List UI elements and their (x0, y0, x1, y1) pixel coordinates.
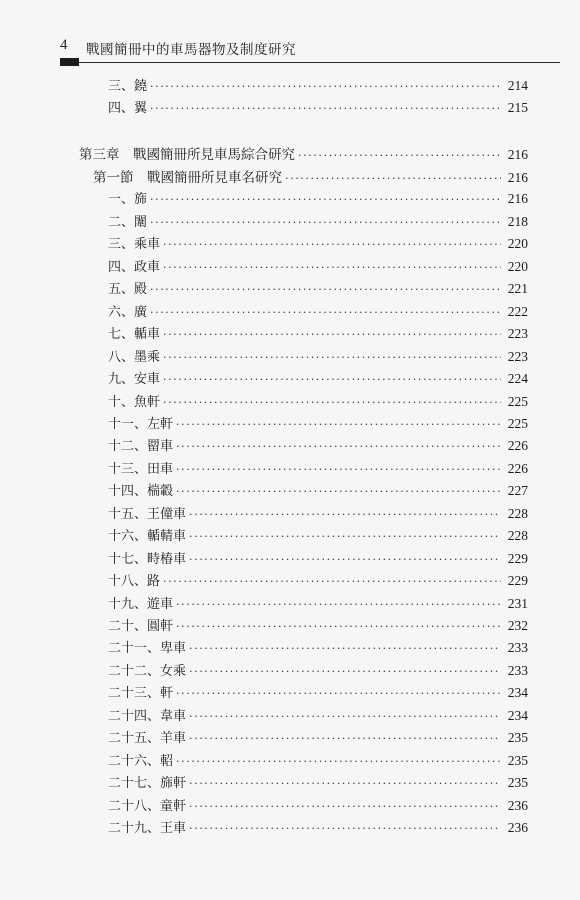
dot-leader (150, 306, 501, 319)
toc-entry (108, 705, 528, 727)
toc-entry (108, 301, 528, 323)
toc-entry (108, 750, 528, 772)
toc-entry (108, 346, 528, 368)
toc-entry (108, 817, 528, 839)
toc-entry-page: 229 (507, 550, 528, 566)
dot-leader (150, 283, 501, 296)
toc-entry (108, 727, 528, 749)
running-header (60, 36, 560, 58)
dot-leader (189, 665, 501, 678)
toc-entry-title: 十、魚軒 (108, 394, 161, 410)
toc-entry-title: 二、闈 (108, 214, 148, 230)
dot-leader (163, 575, 501, 588)
toc-entry (108, 323, 528, 345)
toc-entry-title: 十二、罶車 (108, 439, 174, 455)
toc-entry (108, 97, 528, 119)
dot-leader (150, 80, 501, 93)
dot-leader (163, 373, 501, 386)
toc-entry-page: 235 (507, 752, 528, 768)
toc-entry-page: 231 (507, 595, 528, 611)
toc-entry-title: 二十九、王車 (108, 821, 187, 837)
toc-entry (108, 233, 528, 255)
toc-entry-page: 226 (507, 438, 528, 454)
dot-leader (285, 172, 501, 185)
toc-entry-page: 236 (507, 820, 528, 836)
dot-leader (176, 687, 501, 700)
toc-entry-title: 八、墨乘 (108, 349, 161, 365)
toc-entry (108, 256, 528, 278)
toc-entry-page: 222 (507, 303, 528, 319)
header-rule-line (79, 62, 560, 63)
dot-leader (189, 530, 501, 543)
toc-entry-title: 二十、圓軒 (108, 619, 174, 634)
toc-entry-page: 228 (507, 505, 528, 521)
book-title: 戰國簡冊中的車馬器物及制度研究 (86, 42, 296, 58)
dot-leader (176, 418, 501, 431)
toc-entry-title: 十六、輴輤車 (108, 529, 187, 545)
toc-entry-title: 第三章 戰國簡冊所見車馬綜合研究 (79, 147, 295, 163)
toc-entry-title: 二十六、軺 (108, 753, 174, 769)
dot-leader (176, 620, 501, 633)
toc-entry-page: 224 (507, 371, 528, 387)
header-rule-block (60, 58, 79, 66)
dot-leader (189, 642, 501, 655)
toc-entry-page: 223 (507, 348, 528, 364)
toc-entry-title: 一、旆 (108, 192, 148, 208)
toc-entry-page: 221 (507, 281, 528, 297)
dot-leader (163, 261, 501, 274)
toc-entry (108, 75, 528, 97)
toc-entry-page: 214 (507, 78, 528, 93)
toc-entry-title: 十九、遊車 (108, 596, 174, 612)
toc-entry-title: 十七、畤椿車 (108, 551, 187, 567)
toc-entry (108, 615, 528, 637)
toc-entry-page: 216 (507, 147, 528, 162)
toc-entry-title: 七、輴車 (108, 327, 161, 343)
dot-leader (189, 508, 501, 521)
toc-entry-title: 二十五、羊車 (108, 731, 187, 747)
toc-entry-page: 236 (507, 797, 528, 813)
toc-entry-title: 三、乘車 (108, 237, 161, 253)
toc-entry (108, 278, 528, 300)
toc-entry (79, 143, 528, 165)
toc-entry-page: 233 (507, 640, 528, 656)
toc-entry-page: 216 (507, 170, 528, 185)
toc-entry-title: 第一節 戰國簡冊所見車名研究 (93, 170, 282, 186)
toc-entry-title: 六、廣 (108, 304, 148, 320)
toc-entry-page: 226 (507, 460, 528, 476)
dot-leader (189, 553, 501, 566)
dot-leader (189, 710, 501, 723)
toc-entry-page: 229 (507, 573, 528, 589)
dot-leader (176, 440, 501, 453)
dot-leader (176, 463, 501, 476)
toc-entry-title: 二十二、女乘 (108, 663, 187, 679)
dot-leader (176, 598, 501, 611)
toc-entry (108, 503, 528, 525)
toc-entry (108, 368, 528, 390)
dot-leader (176, 755, 501, 768)
toc-entry (108, 211, 528, 233)
toc-entry-title: 十三、田車 (108, 461, 174, 477)
toc-entry-page: 234 (507, 685, 528, 701)
toc-entry-title: 九、安車 (108, 372, 161, 388)
toc-entry (108, 637, 528, 659)
dot-leader (150, 193, 501, 206)
toc-entry-page: 233 (507, 662, 528, 678)
toc-entry (108, 480, 528, 502)
toc-entry (108, 413, 528, 435)
toc-entry-page: 216 (507, 191, 528, 207)
toc-entry (108, 772, 528, 794)
toc-entry-title: 十五、王僮車 (108, 506, 187, 522)
toc-entry (108, 795, 528, 817)
toc-entry-page: 232 (507, 618, 528, 633)
toc-entry (108, 435, 528, 457)
toc-entry-title: 三、鐃 (108, 79, 148, 94)
toc-entry (108, 391, 528, 413)
toc-entry (93, 166, 528, 188)
dot-leader (189, 732, 501, 745)
toc-entry-page: 225 (507, 415, 528, 431)
toc-entry-page: 220 (507, 258, 528, 274)
toc-entry-page: 218 (507, 213, 528, 229)
toc-entry (108, 458, 528, 480)
toc-entry-title: 二十四、韋車 (108, 708, 187, 724)
toc-entry-page: 235 (507, 775, 528, 791)
dot-leader (163, 396, 501, 409)
toc-entry (108, 660, 528, 682)
toc-entry-title: 十八、路 (108, 574, 161, 590)
toc-entry-page: 234 (507, 707, 528, 723)
toc-entry (108, 525, 528, 547)
dot-leader (189, 777, 501, 790)
dot-leader (163, 238, 501, 251)
toc-entry-title: 二十一、卑車 (108, 641, 187, 657)
dot-leader (298, 149, 501, 162)
toc-entry-title: 二十三、軒 (108, 686, 174, 702)
toc-entry-title: 十四、椯轂 (108, 484, 174, 500)
toc-entry-title: 五、殿 (108, 282, 148, 298)
toc-entry-page: 227 (507, 483, 528, 499)
dot-leader (176, 485, 501, 498)
toc-entry-page: 235 (507, 730, 528, 746)
toc-entry-page: 215 (507, 100, 528, 115)
dot-leader (150, 102, 501, 115)
toc-entry-title: 十一、左軒 (108, 416, 174, 432)
page-number: 4 (60, 37, 68, 53)
toc-entry (108, 570, 528, 592)
dot-leader (163, 328, 501, 341)
toc-entry-page: 228 (507, 528, 528, 544)
toc-entry-title: 四、政車 (108, 259, 161, 275)
dot-leader (189, 800, 501, 813)
toc-entry-page: 223 (507, 326, 528, 342)
toc-entry-page: 225 (507, 393, 528, 409)
toc-entry-title: 四、翼 (108, 101, 148, 116)
toc-entry (108, 188, 528, 210)
toc-entry-page: 220 (507, 236, 528, 252)
dot-leader (163, 351, 501, 364)
dot-leader (189, 822, 501, 835)
dot-leader (150, 216, 501, 229)
toc-entry (108, 682, 528, 704)
toc-entry (108, 593, 528, 615)
toc-entry-title: 二十七、旆軒 (108, 776, 187, 792)
toc-entry-title: 二十八、童軒 (108, 798, 187, 814)
toc-entry (108, 548, 528, 570)
